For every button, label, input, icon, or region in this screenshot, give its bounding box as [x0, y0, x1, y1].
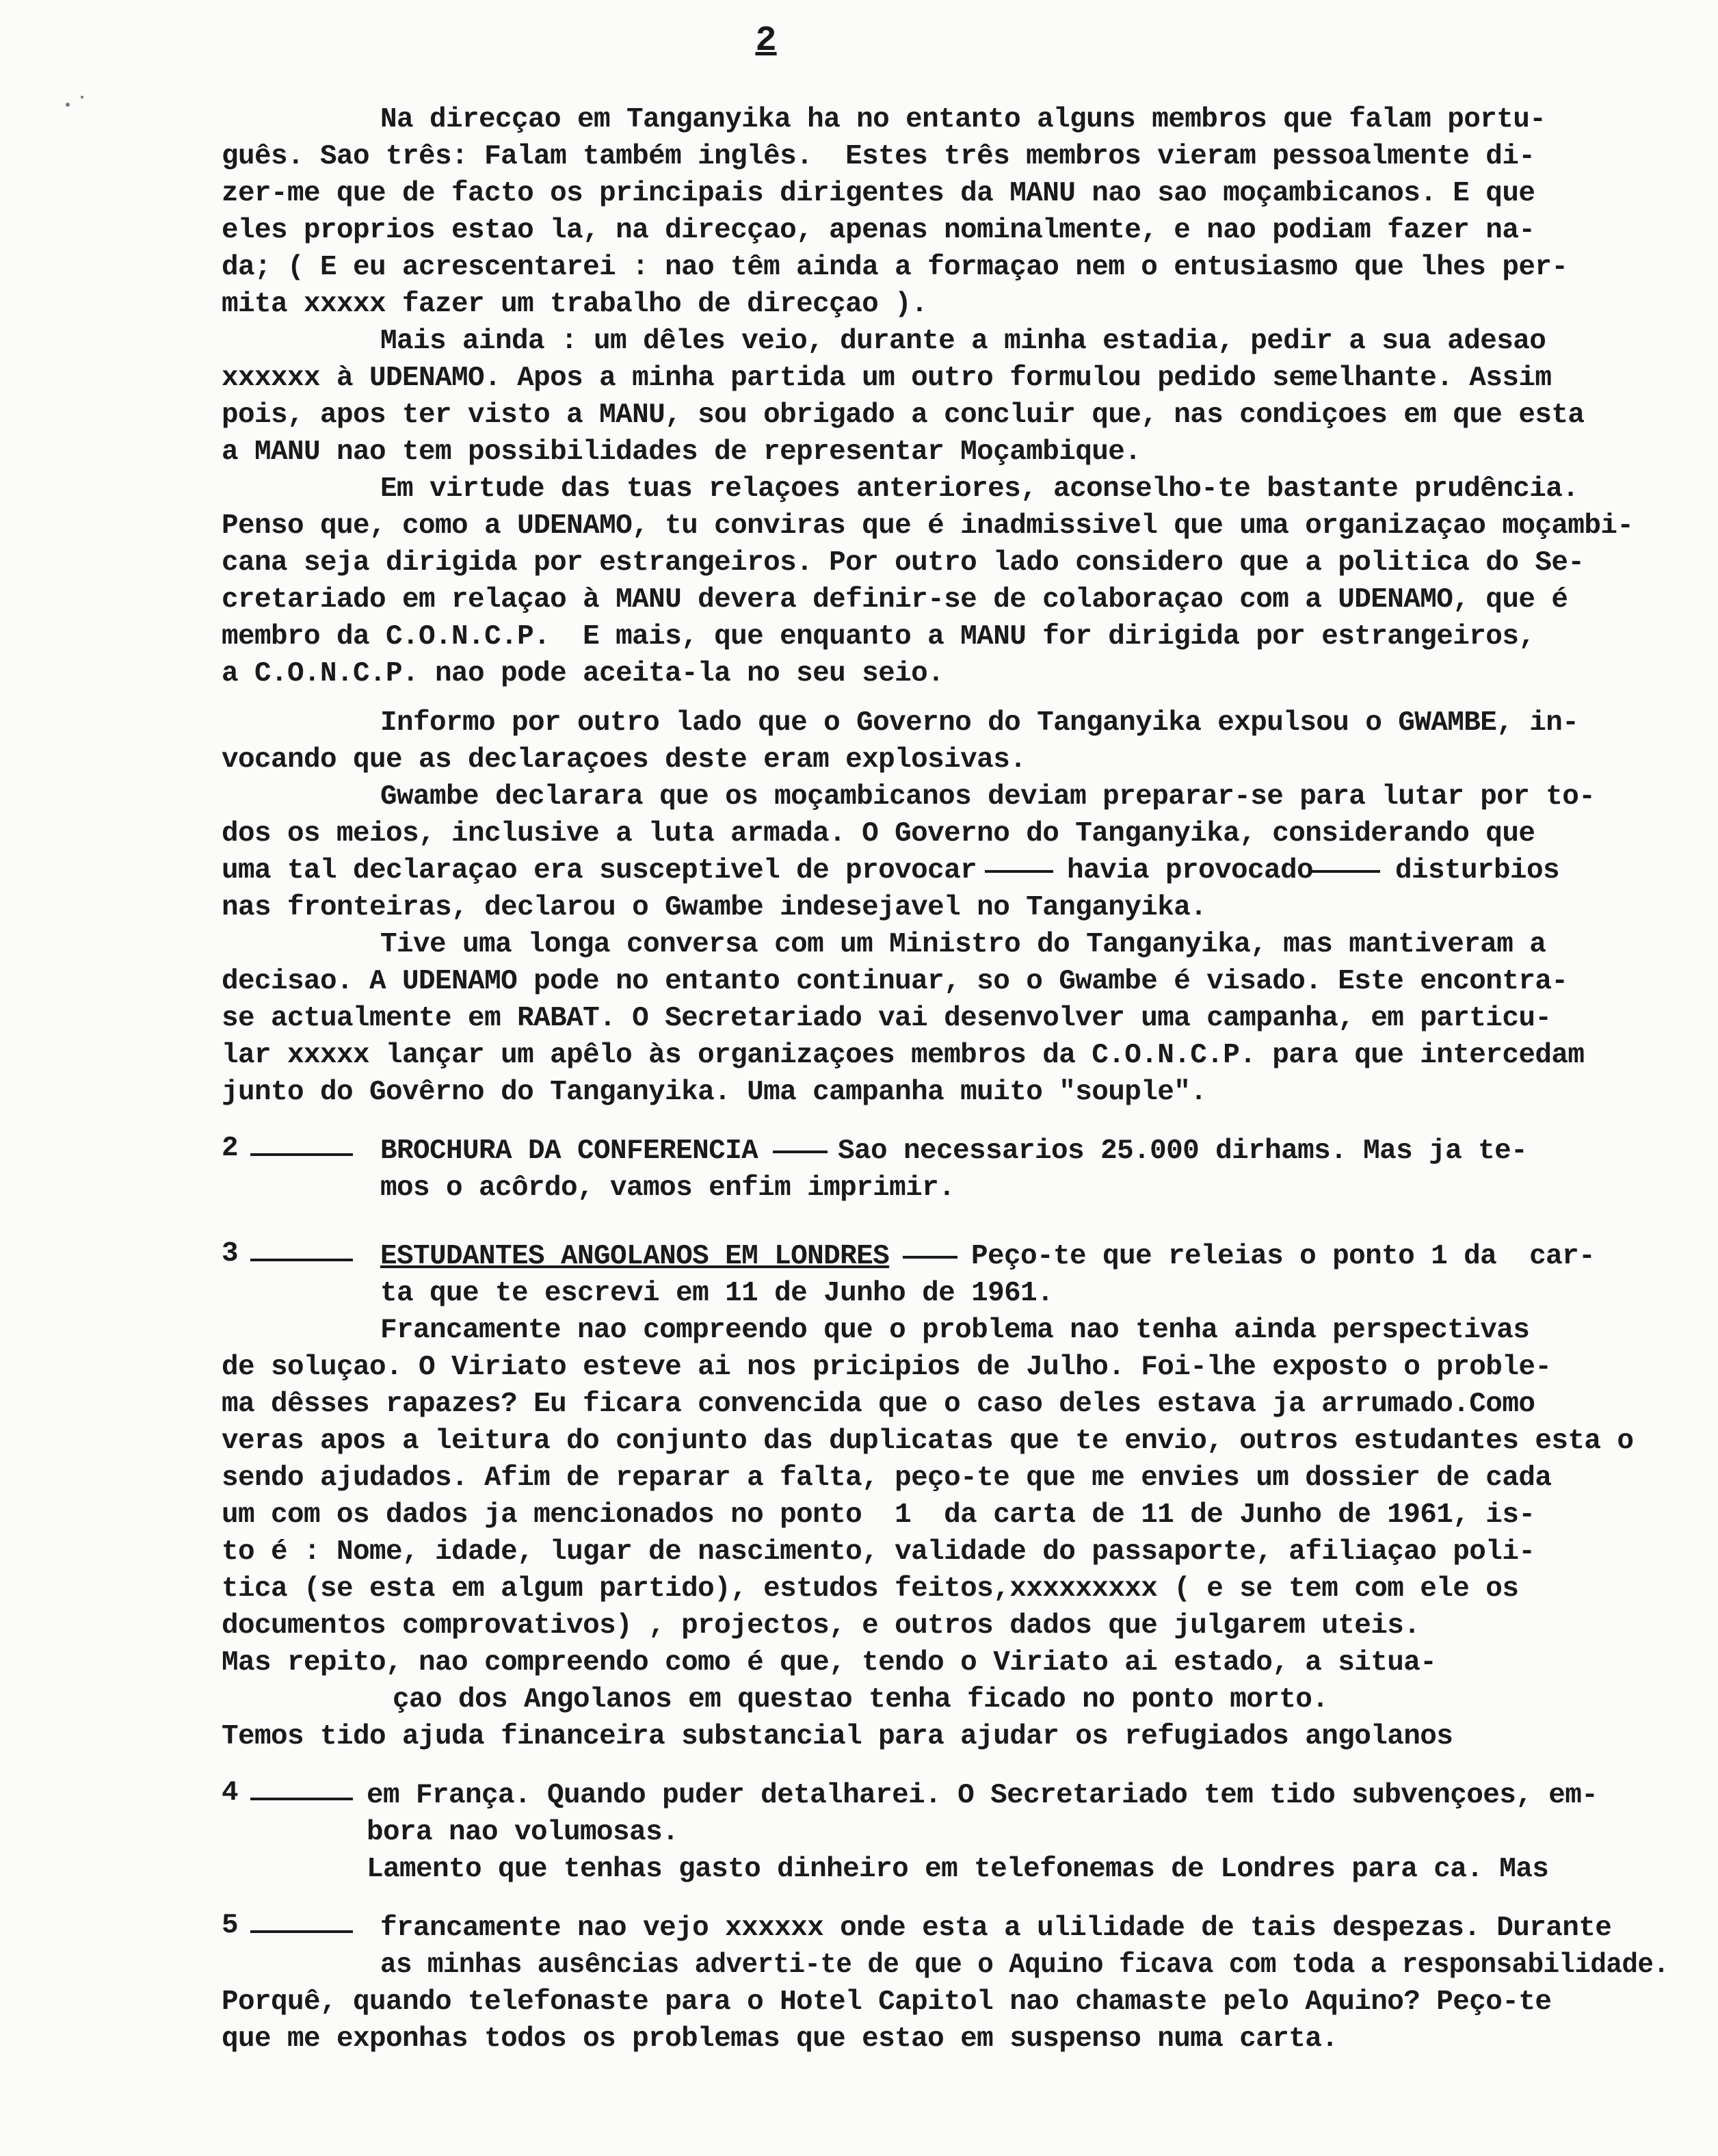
text-line: Na direcçao em Tanganyika ha no entanto alguns membros que falam portu- [380, 104, 1546, 135]
text-line: eles proprios estao la, na direcçao, apenas nominalmente, e nao podiam fazer na- [222, 215, 1535, 246]
paper-speck [81, 96, 83, 98]
em-dash-rule [773, 1151, 828, 1153]
em-dash-rule [250, 1930, 353, 1933]
text-line: Mas repito, nao compreendo como é que, tendo o Viriato ai estado, a situa- [222, 1647, 1437, 1679]
item-number: 5 [222, 1910, 239, 1941]
text-line: membro da C.O.N.C.P. E mais, que enquanto a MANU for dirigida por estrangeiros, [222, 621, 1535, 653]
text-line: xxxxxx à UDENAMO. Apos a minha partida um outro formulou pedido semelhante. Assim [222, 363, 1552, 394]
item-number: 4 [222, 1777, 239, 1809]
paper-speck [66, 103, 70, 107]
text-line: um com os dados ja mencionados no ponto 1 da carta de 11 de Junho de 1961, is- [222, 1499, 1535, 1531]
item-number: 2 [222, 1133, 239, 1164]
em-dash-rule [250, 1153, 353, 1156]
text-line: çao dos Angolanos em questao tenha ficado no ponto morto. [393, 1684, 1329, 1715]
em-dash-rule [985, 870, 1053, 873]
text-line: que me exponhas todos os problemas que estao em suspenso numa carta. [222, 2023, 1338, 2055]
text-line: zer-me que de facto os principais dirigentes da MANU nao sao moçambicanos. E que [222, 178, 1535, 209]
text-line: Mais ainda : um dêles veio, durante a minha estadia, pedir a sua adesao [380, 326, 1546, 357]
text-line: a C.O.N.C.P. nao pode aceita-la no seu seio. [222, 658, 944, 689]
text-line: bora nao volumosas. [367, 1817, 679, 1848]
text-line: uma tal declaraçao era susceptivel de provocar [222, 855, 977, 886]
text-line: em França. Quando puder detalharei. O Secretariado tem tido subvençoes, em- [367, 1780, 1598, 1811]
item-heading: ESTUDANTES ANGOLANOS EM LONDRES [380, 1241, 890, 1272]
em-dash-rule [903, 1256, 957, 1259]
text-line: Em virtude das tuas relaçoes anteriores, aconselho-te bastante prudência. [380, 473, 1579, 505]
text-line: to é : Nome, idade, lugar de nascimento, validade do passaporte, afiliaçao poli- [222, 1536, 1535, 1568]
item-heading: BROCHURA DA CONFERENCIA [380, 1135, 758, 1167]
text-line: Francamente nao compreendo que o problema nao tenha ainda perspectivas [380, 1315, 1530, 1346]
text-line: a MANU nao tem possibilidades de representar Moçambique. [222, 436, 1141, 468]
text-line: Sao necessarios 25.000 dirhams. Mas ja te- [838, 1135, 1528, 1167]
text-line: vocando que as declaraçoes deste eram explosivas. [222, 744, 1027, 776]
page-number: 2 [755, 21, 777, 61]
em-dash-rule [250, 1798, 353, 1800]
text-line: decisao. A UDENAMO pode no entanto continuar, so o Gwambe é visado. Este encontra- [222, 966, 1568, 997]
text-line: documentos comprovativos) , projectos, e outros dados que julgarem uteis. [222, 1610, 1420, 1642]
text-line: as minhas ausências adverti-te de que o Aquino ficava com toda a responsabilidade. [380, 1949, 1669, 1981]
text-line: havia provocado [1067, 855, 1314, 886]
text-line: mos o acôrdo, vamos enfim imprimir. [380, 1172, 955, 1204]
em-dash-rule [1312, 870, 1380, 873]
text-line: Penso que, como a UDENAMO, tu conviras que é inadmissivel que uma organizaçao moçambi- [222, 510, 1634, 542]
text-line: Peço-te que releias o ponto 1 da car- [971, 1241, 1596, 1272]
text-line: disturbios [1395, 855, 1560, 886]
text-line: pois, apos ter visto a MANU, sou obrigado a concluir que, nas condiçoes em que esta [222, 399, 1585, 431]
text-line: francamente nao vejo xxxxxx onde esta a ulilidade de tais despezas. Durante [380, 1912, 1612, 1944]
text-line: Informo por outro lado que o Governo do Tanganyika expulsou o GWAMBE, in- [380, 707, 1579, 739]
text-line: cana seja dirigida por estrangeiros. Por outro lado considero que a politica do Se- [222, 547, 1585, 579]
item-number: 3 [222, 1238, 239, 1270]
text-line: tica (se esta em algum partido), estudos feitos,xxxxxxxxx ( e se tem com ele os [222, 1573, 1519, 1605]
text-line: nas fronteiras, declarou o Gwambe indesejavel no Tanganyika. [222, 892, 1207, 923]
text-line: Gwambe declarara que os moçambicanos deviam preparar-se para lutar por to- [380, 781, 1596, 813]
text-line: ma dêsses rapazes? Eu ficara convencida que o caso deles estava ja arrumado.Como [222, 1389, 1535, 1420]
text-line: se actualmente em RABAT. O Secretariado vai desenvolver uma campanha, em particu- [222, 1003, 1552, 1034]
text-line: Porquê, quando telefonaste para o Hotel Capitol nao chamaste pelo Aquino? Peço-te [222, 1986, 1552, 2018]
text-line: Lamento que tenhas gasto dinheiro em telefonemas de Londres para ca. Mas [367, 1854, 1549, 1885]
text-line: veras apos a leitura do conjunto das duplicatas que te envio, outros estudantes esta o [222, 1425, 1634, 1457]
text-line: cretariado em relaçao à MANU devera definir-se de colaboraçao com a UDENAMO, que é [222, 584, 1568, 616]
em-dash-rule [250, 1259, 353, 1261]
text-line: junto do Govêrno do Tanganyika. Uma campanha muito "souple". [222, 1077, 1207, 1108]
text-line: Tive uma longa conversa com um Ministro do Tanganyika, mas mantiveram a [380, 929, 1546, 960]
text-line: de soluçao. O Viriato esteve ai nos pricipios de Julho. Foi-lhe exposto o proble- [222, 1352, 1552, 1383]
text-line: guês. Sao três: Falam também inglês. Estes três membros vieram pessoalmente di- [222, 141, 1535, 172]
text-line: da; ( E eu acrescentarei : nao têm ainda a formaçao nem o entusiasmo que lhes per- [222, 252, 1568, 283]
text-line: dos os meios, inclusive a luta armada. O Governo do Tanganyika, considerando que [222, 818, 1535, 850]
text-line: mita xxxxx fazer um trabalho de direcçao ). [222, 289, 928, 320]
text-line: lar xxxxx lançar um apêlo às organizaçoes membros da C.O.N.C.P. para que intercedam [222, 1040, 1585, 1071]
text-line: sendo ajudados. Afim de reparar a falta, peço-te que me envies um dossier de cada [222, 1462, 1552, 1494]
text-line: ta que te escrevi em 11 de Junho de 1961. [380, 1278, 1054, 1309]
text-line: Temos tido ajuda financeira substancial para ajudar os refugiados angolanos [222, 1721, 1453, 1752]
